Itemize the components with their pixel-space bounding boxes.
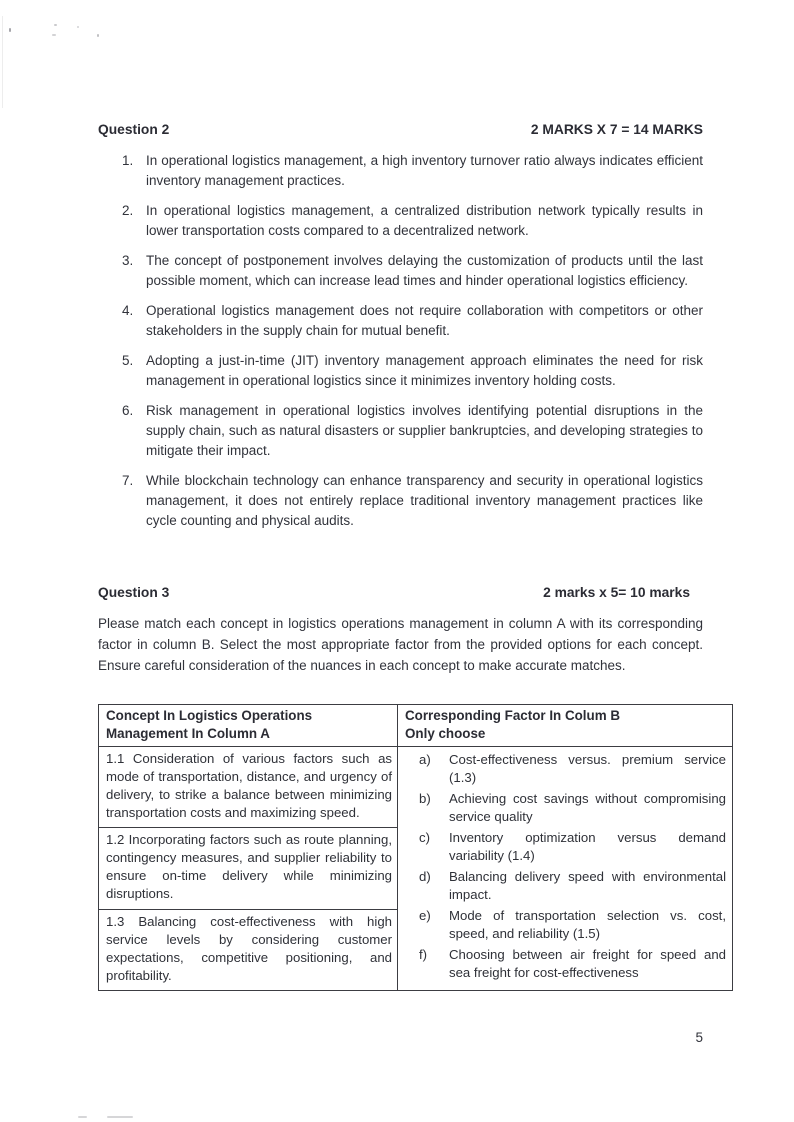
concept-cell-1-2: 1.2 Incorporating factors such as route planning, contingency measures, and supplier reliability to ensure on-time delivery while minimizing disruptions. <box>99 828 398 909</box>
list-item-number: 1. <box>122 153 134 168</box>
list-item-number: 7. <box>122 473 134 488</box>
question3-header <box>98 585 703 600</box>
option-text: Mode of transportation selection vs. cost, speed, and reliability (1.5) <box>449 908 726 941</box>
option-text: Achieving cost savings without compromising service quality <box>449 791 726 824</box>
option-c <box>398 829 726 865</box>
list-item-text: Adopting a just-in-time (JIT) inventory management approach eliminates the need for risk management in operational logistics since it minimizes inventory holding costs. <box>146 353 703 388</box>
list-item-text: Operational logistics management does not require collaboration with competitors or other stakeholders in the supply chain for mutual benefit. <box>146 303 703 338</box>
question2-marks-label: 2 MARKS X 7 = 14 MARKS <box>530 122 703 137</box>
list-item-number: 2. <box>122 203 134 218</box>
list-item-text: While blockchain technology can enhance transparency and security in operational logistics management, it does not entirely replace traditional inventory management practices like cycle counting and physical audits. <box>146 473 703 528</box>
scan-artifact <box>54 24 57 26</box>
option-label: d) <box>419 869 431 884</box>
question3-title: Question 3 <box>98 585 170 600</box>
table-row <box>99 747 733 828</box>
list-item <box>98 151 703 191</box>
option-f <box>398 946 726 982</box>
question2-list <box>98 151 703 541</box>
list-item-number: 6. <box>122 403 134 418</box>
option-text: Balancing delivery speed with environmental impact. <box>449 869 726 902</box>
table-header-column-b <box>398 705 733 747</box>
question3-intro: Please match each concept in logistics operations management in column A with its corresponding factor in column B. Select the most appropriate factor from the provided options for each concept. Ensure careful consideration of the nuances in each concept to make accurate matches. <box>98 616 703 673</box>
concept-cell-1-1: 1.1 Consideration of various factors such as mode of transportation, distance, and urgency of delivery, to strike a balance between minimizing transportation costs and maximizing speed. <box>99 747 398 828</box>
list-item <box>98 301 703 341</box>
list-item-number: 4. <box>122 303 134 318</box>
option-label: b) <box>419 791 431 806</box>
list-item <box>98 401 703 461</box>
option-label: f) <box>419 947 428 962</box>
option-label: a) <box>419 752 431 767</box>
scan-artifact-line <box>2 16 3 108</box>
scan-artifact <box>78 1116 87 1118</box>
list-item <box>98 201 703 241</box>
list-item-text: The concept of postponement involves delaying the customization of products until the last possible moment, which can increase lead times and hinder operational logistics efficiency. <box>146 253 703 288</box>
scan-artifact <box>9 28 11 32</box>
question2-title: Question 2 <box>98 122 170 137</box>
scan-artifact <box>52 34 56 36</box>
list-item-text: In operational logistics management, a centralized distribution network typically results in lower transportation costs compared to a decentralized network. <box>146 203 703 238</box>
option-e <box>398 907 726 943</box>
table-header-column-a: Concept In Logistics Operations Management In Column A <box>99 705 398 747</box>
list-item-text: Risk management in operational logistics involves identifying potential disruptions in the supply chain, such as natural disasters or supplier bankruptcies, and developing strategies to mitigate their impact. <box>146 403 703 458</box>
option-d <box>398 868 726 904</box>
list-item <box>98 351 703 391</box>
table-header-column-b-line1: Corresponding Factor In Colum B <box>405 708 620 723</box>
page-number: 5 <box>695 1030 703 1045</box>
scan-artifact <box>107 1116 133 1118</box>
question2-header <box>98 122 703 137</box>
option-label: c) <box>419 830 430 845</box>
list-item-number: 5. <box>122 353 134 368</box>
question3-marks-label: 2 marks x 5= 10 marks <box>543 585 690 600</box>
list-item-number: 3. <box>122 253 134 268</box>
table-header-row <box>99 705 733 747</box>
concept-cell-1-3: 1.3 Balancing cost-effectiveness with high service levels by considering customer expectations, competitive positioning, and profitability. <box>99 909 398 990</box>
matching-table <box>98 704 733 991</box>
option-text: Cost-effectiveness versus. premium service (1.3) <box>449 752 726 785</box>
option-label: e) <box>419 908 431 923</box>
option-b <box>398 790 726 826</box>
factor-options-cell <box>398 747 733 991</box>
table-header-column-b-line2: Only choose <box>405 726 486 741</box>
option-a <box>398 751 726 787</box>
scan-artifact <box>97 34 99 37</box>
list-item <box>98 251 703 291</box>
option-text: Inventory optimization versus demand variability (1.4) <box>449 830 726 863</box>
option-text: Choosing between air freight for speed and sea freight for cost-effectiveness <box>449 947 726 980</box>
list-item-text: In operational logistics management, a high inventory turnover ratio always indicates efficient inventory management practices. <box>146 153 703 188</box>
scan-artifact <box>77 26 79 28</box>
list-item <box>98 471 703 531</box>
